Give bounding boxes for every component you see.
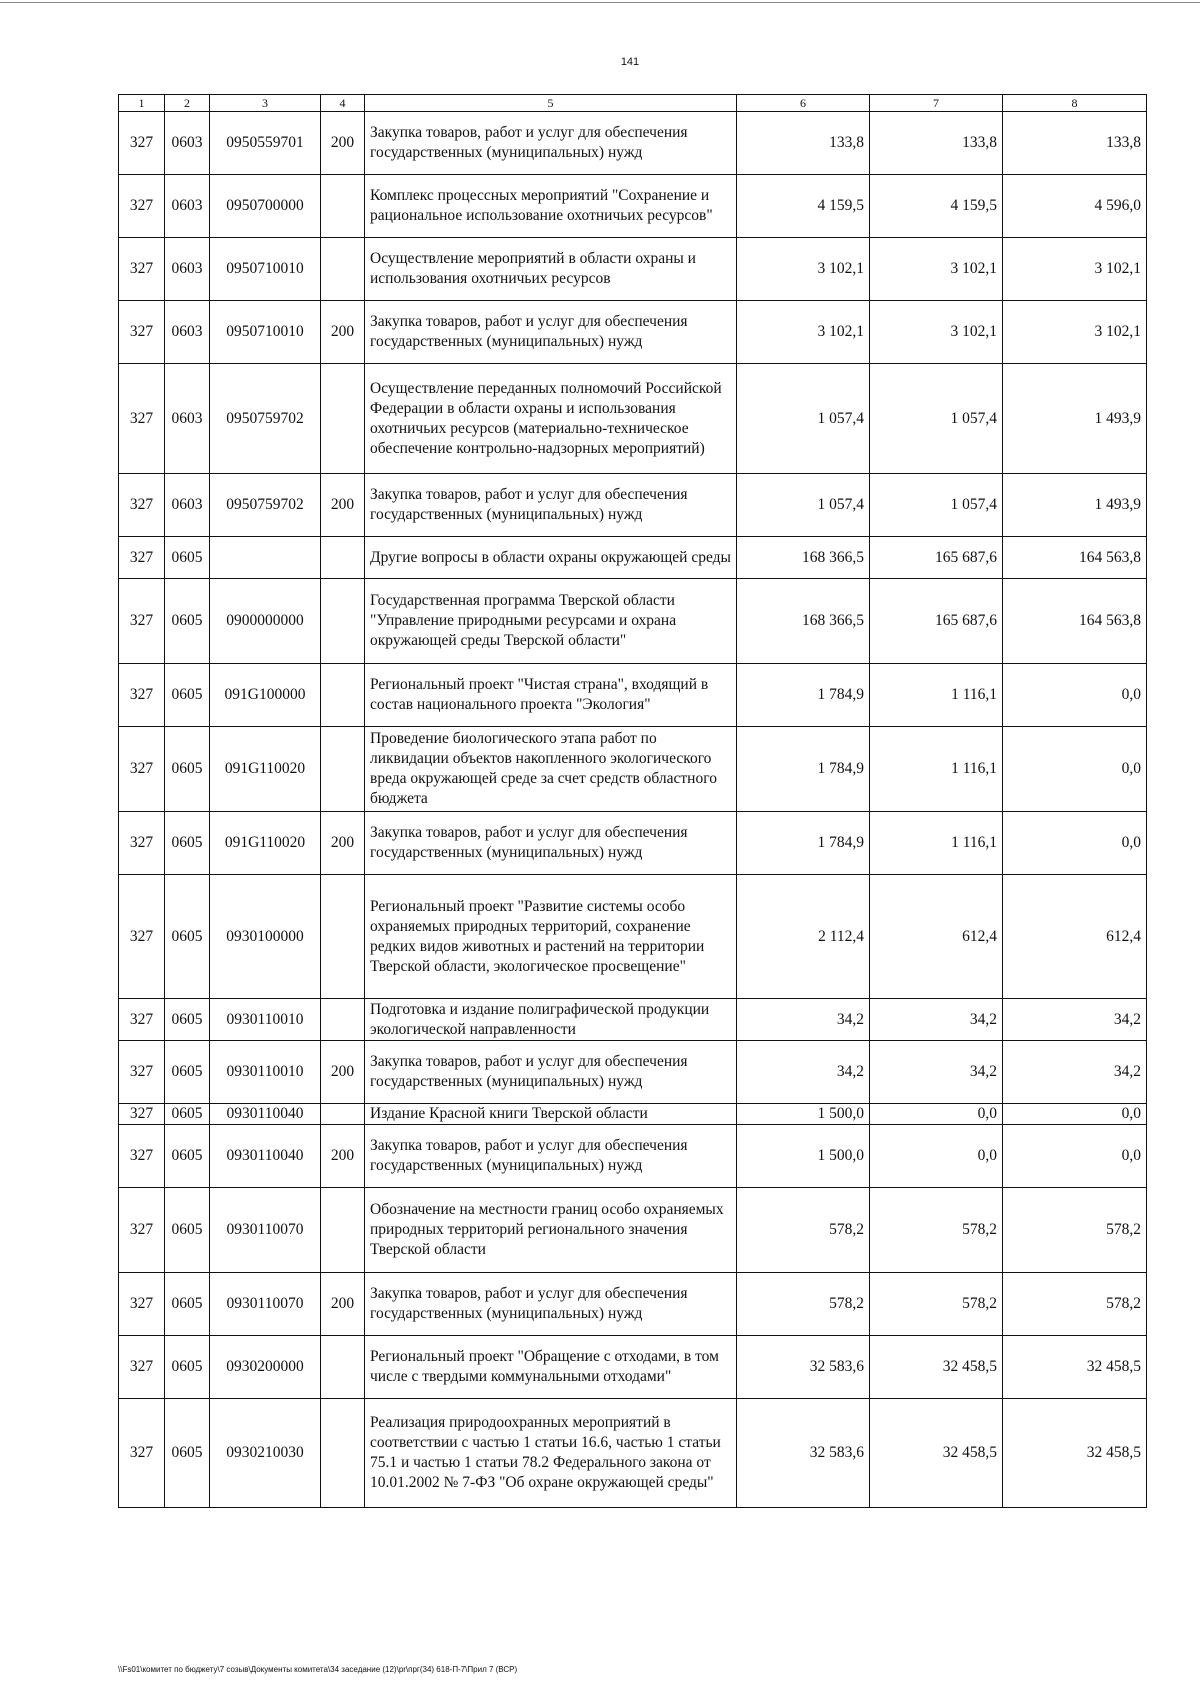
cell-kvsr: 327 (119, 537, 165, 579)
cell-description: Закупка товаров, работ и услуг для обеспечения государственных (муниципальных) нужд (365, 812, 737, 875)
table-row (119, 1399, 1147, 1508)
cell-target-article: 0930110040 (210, 1104, 321, 1125)
cell-kvsr: 327 (119, 727, 165, 812)
cell-kvsr: 327 (119, 579, 165, 664)
cell-target-article: 0950700000 (210, 175, 321, 238)
cell-expense-type (321, 537, 365, 579)
cell-kvsr: 327 (119, 112, 165, 175)
cell-description: Государственная программа Тверской области "Управление природными ресурсами и охрана окружающей среды Тверской области" (365, 579, 737, 664)
col-header-6: 6 (737, 95, 870, 112)
col-header-7: 7 (870, 95, 1003, 112)
cell-amount-year2: 0,0 (870, 1125, 1003, 1188)
cell-target-article: 0900000000 (210, 579, 321, 664)
cell-amount-year3: 3 102,1 (1003, 301, 1147, 364)
cell-section: 0605 (165, 875, 210, 999)
cell-amount-year1: 1 784,9 (737, 727, 870, 812)
cell-amount-year3: 3 102,1 (1003, 238, 1147, 301)
cell-amount-year2: 3 102,1 (870, 238, 1003, 301)
cell-expense-type: 200 (321, 112, 365, 175)
header-row (119, 95, 1147, 112)
cell-target-article: 0950759702 (210, 364, 321, 474)
cell-description: Региональный проект "Развитие системы особо охраняемых природных территорий, сохранение редких видов животных и растений на территории Тверской области, экологическое просвещение" (365, 875, 737, 999)
cell-amount-year3: 578,2 (1003, 1188, 1147, 1273)
cell-description: Проведение биологического этапа работ по ликвидации объектов накопленного экологического вреда окружающей среде за счет средств областного бюджета (365, 727, 737, 812)
cell-expense-type (321, 579, 365, 664)
cell-target-article: 091G110020 (210, 812, 321, 875)
cell-amount-year3: 612,4 (1003, 875, 1147, 999)
table-row (119, 301, 1147, 364)
cell-amount-year3: 133,8 (1003, 112, 1147, 175)
cell-section: 0603 (165, 474, 210, 537)
cell-amount-year1: 1 784,9 (737, 664, 870, 727)
cell-amount-year2: 1 057,4 (870, 364, 1003, 474)
cell-target-article: 0930210030 (210, 1399, 321, 1508)
cell-description: Закупка товаров, работ и услуг для обеспечения государственных (муниципальных) нужд (365, 301, 737, 364)
cell-expense-type: 200 (321, 1273, 365, 1336)
cell-section: 0605 (165, 537, 210, 579)
cell-kvsr: 327 (119, 1125, 165, 1188)
cell-amount-year3: 32 458,5 (1003, 1336, 1147, 1399)
cell-amount-year2: 32 458,5 (870, 1336, 1003, 1399)
cell-section: 0603 (165, 301, 210, 364)
cell-amount-year1: 1 057,4 (737, 364, 870, 474)
cell-amount-year2: 1 057,4 (870, 474, 1003, 537)
budget-table (118, 94, 1147, 1508)
cell-section: 0603 (165, 238, 210, 301)
cell-amount-year2: 165 687,6 (870, 537, 1003, 579)
col-header-8: 8 (1003, 95, 1147, 112)
cell-target-article: 0930110010 (210, 999, 321, 1041)
cell-target-article: 0930110070 (210, 1273, 321, 1336)
cell-section: 0605 (165, 579, 210, 664)
cell-kvsr: 327 (119, 1041, 165, 1104)
cell-kvsr: 327 (119, 301, 165, 364)
cell-amount-year3: 578,2 (1003, 1273, 1147, 1336)
cell-amount-year3: 164 563,8 (1003, 579, 1147, 664)
cell-amount-year2: 1 116,1 (870, 664, 1003, 727)
cell-target-article (210, 537, 321, 579)
cell-section: 0605 (165, 727, 210, 812)
table-row (119, 579, 1147, 664)
cell-target-article: 0950759702 (210, 474, 321, 537)
cell-amount-year3: 34,2 (1003, 1041, 1147, 1104)
cell-description: Реализация природоохранных мероприятий в соответствии с частью 1 статьи 16.6, частью 1 статьи 75.1 и частью 1 статьи 78.2 Федерального закона от 10.01.2002 № 7-ФЗ "Об охране окружающей среды" (365, 1399, 737, 1508)
cell-description: Закупка товаров, работ и услуг для обеспечения государственных (муниципальных) нужд (365, 1125, 737, 1188)
cell-kvsr: 327 (119, 1104, 165, 1125)
cell-amount-year2: 3 102,1 (870, 301, 1003, 364)
col-header-4: 4 (321, 95, 365, 112)
cell-amount-year2: 1 116,1 (870, 727, 1003, 812)
cell-amount-year3: 1 493,9 (1003, 474, 1147, 537)
cell-expense-type: 200 (321, 1125, 365, 1188)
cell-kvsr: 327 (119, 238, 165, 301)
cell-description: Закупка товаров, работ и услуг для обеспечения государственных (муниципальных) нужд (365, 1041, 737, 1104)
table-row (119, 238, 1147, 301)
page-number: 141 (620, 56, 640, 68)
cell-amount-year2: 34,2 (870, 999, 1003, 1041)
cell-amount-year1: 2 112,4 (737, 875, 870, 999)
cell-amount-year1: 1 500,0 (737, 1104, 870, 1125)
cell-kvsr: 327 (119, 364, 165, 474)
cell-description: Обозначение на местности границ особо охраняемых природных территорий регионального значения Тверской области (365, 1188, 737, 1273)
cell-amount-year2: 133,8 (870, 112, 1003, 175)
cell-amount-year1: 1 784,9 (737, 812, 870, 875)
cell-kvsr: 327 (119, 1399, 165, 1508)
cell-description: Закупка товаров, работ и услуг для обеспечения государственных (муниципальных) нужд (365, 112, 737, 175)
cell-amount-year1: 32 583,6 (737, 1336, 870, 1399)
cell-amount-year2: 0,0 (870, 1104, 1003, 1125)
cell-section: 0605 (165, 999, 210, 1041)
cell-amount-year2: 578,2 (870, 1188, 1003, 1273)
cell-amount-year1: 34,2 (737, 1041, 870, 1104)
cell-expense-type: 200 (321, 1041, 365, 1104)
cell-amount-year1: 168 366,5 (737, 579, 870, 664)
table-row (119, 999, 1147, 1041)
cell-section: 0605 (165, 664, 210, 727)
cell-amount-year2: 612,4 (870, 875, 1003, 999)
table-row (119, 875, 1147, 999)
cell-kvsr: 327 (119, 664, 165, 727)
cell-section: 0603 (165, 364, 210, 474)
cell-amount-year2: 1 116,1 (870, 812, 1003, 875)
cell-expense-type (321, 175, 365, 238)
cell-expense-type (321, 875, 365, 999)
cell-kvsr: 327 (119, 175, 165, 238)
cell-target-article: 0950710010 (210, 238, 321, 301)
cell-section: 0605 (165, 1188, 210, 1273)
cell-amount-year3: 34,2 (1003, 999, 1147, 1041)
cell-amount-year3: 4 596,0 (1003, 175, 1147, 238)
cell-amount-year2: 34,2 (870, 1041, 1003, 1104)
cell-amount-year1: 3 102,1 (737, 301, 870, 364)
cell-section: 0603 (165, 175, 210, 238)
cell-target-article: 091G110020 (210, 727, 321, 812)
table-row (119, 812, 1147, 875)
cell-amount-year3: 0,0 (1003, 727, 1147, 812)
table-row (119, 537, 1147, 579)
cell-amount-year2: 165 687,6 (870, 579, 1003, 664)
cell-expense-type (321, 1336, 365, 1399)
cell-expense-type (321, 238, 365, 301)
cell-description: Издание Красной книги Тверской области (365, 1104, 737, 1125)
cell-kvsr: 327 (119, 1336, 165, 1399)
cell-amount-year1: 34,2 (737, 999, 870, 1041)
cell-description: Закупка товаров, работ и услуг для обеспечения государственных (муниципальных) нужд (365, 1273, 737, 1336)
cell-amount-year3: 0,0 (1003, 664, 1147, 727)
cell-section: 0605 (165, 1125, 210, 1188)
cell-target-article: 0930200000 (210, 1336, 321, 1399)
cell-amount-year3: 1 493,9 (1003, 364, 1147, 474)
cell-description: Комплекс процессных мероприятий "Сохранение и рациональное использование охотничьих ресурсов" (365, 175, 737, 238)
cell-section: 0605 (165, 1273, 210, 1336)
cell-target-article: 091G100000 (210, 664, 321, 727)
cell-expense-type: 200 (321, 812, 365, 875)
table-row (119, 1188, 1147, 1273)
cell-section: 0603 (165, 112, 210, 175)
cell-target-article: 0950559701 (210, 112, 321, 175)
cell-description: Осуществление переданных полномочий Российской Федерации в области охраны и использования охотничьих ресурсов (материально-техническое обеспечение контрольно-надзорных мероприятий) (365, 364, 737, 474)
cell-kvsr: 327 (119, 999, 165, 1041)
cell-section: 0605 (165, 812, 210, 875)
cell-amount-year1: 32 583,6 (737, 1399, 870, 1508)
table-row (119, 364, 1147, 474)
cell-expense-type (321, 1399, 365, 1508)
col-header-3: 3 (210, 95, 321, 112)
cell-expense-type (321, 664, 365, 727)
cell-kvsr: 327 (119, 1188, 165, 1273)
cell-amount-year3: 0,0 (1003, 1125, 1147, 1188)
cell-amount-year1: 1 500,0 (737, 1125, 870, 1188)
cell-description: Другие вопросы в области охраны окружающей среды (365, 537, 737, 579)
cell-expense-type: 200 (321, 301, 365, 364)
cell-amount-year3: 0,0 (1003, 1104, 1147, 1125)
cell-target-article: 0950710010 (210, 301, 321, 364)
table-row (119, 664, 1147, 727)
cell-amount-year1: 578,2 (737, 1188, 870, 1273)
table-row (119, 1273, 1147, 1336)
col-header-5: 5 (365, 95, 737, 112)
cell-amount-year1: 578,2 (737, 1273, 870, 1336)
cell-description: Осуществление мероприятий в области охраны и использования охотничьих ресурсов (365, 238, 737, 301)
cell-target-article: 0930100000 (210, 875, 321, 999)
cell-amount-year1: 133,8 (737, 112, 870, 175)
cell-kvsr: 327 (119, 474, 165, 537)
cell-amount-year2: 32 458,5 (870, 1399, 1003, 1508)
cell-amount-year3: 0,0 (1003, 812, 1147, 875)
table-row (119, 112, 1147, 175)
cell-section: 0605 (165, 1041, 210, 1104)
col-header-2: 2 (165, 95, 210, 112)
cell-description: Подготовка и издание полиграфической продукции экологической направленности (365, 999, 737, 1041)
cell-expense-type (321, 364, 365, 474)
footer-file-path: \\Fs01\комитет по бюджету\7 созыв\Документы комитета\34 заседание (12)\pr\прг(34) 618-П-7\Прил 7 (ВСР) (118, 1665, 518, 1674)
cell-amount-year1: 4 159,5 (737, 175, 870, 238)
cell-amount-year2: 578,2 (870, 1273, 1003, 1336)
table-row (119, 474, 1147, 537)
cell-amount-year3: 32 458,5 (1003, 1399, 1147, 1508)
cell-expense-type (321, 1188, 365, 1273)
cell-amount-year1: 1 057,4 (737, 474, 870, 537)
cell-target-article: 0930110070 (210, 1188, 321, 1273)
cell-kvsr: 327 (119, 1273, 165, 1336)
cell-description: Закупка товаров, работ и услуг для обеспечения государственных (муниципальных) нужд (365, 474, 737, 537)
cell-section: 0605 (165, 1399, 210, 1508)
cell-description: Региональный проект "Чистая страна", входящий в состав национального проекта "Экология" (365, 664, 737, 727)
cell-expense-type: 200 (321, 474, 365, 537)
cell-amount-year2: 4 159,5 (870, 175, 1003, 238)
cell-target-article: 0930110040 (210, 1125, 321, 1188)
col-header-1: 1 (119, 95, 165, 112)
cell-expense-type (321, 1104, 365, 1125)
table-row (119, 1041, 1147, 1104)
table-row (119, 175, 1147, 238)
cell-section: 0605 (165, 1104, 210, 1125)
table-row (119, 1104, 1147, 1125)
cell-kvsr: 327 (119, 812, 165, 875)
cell-description: Региональный проект "Обращение с отходами, в том числе с твердыми коммунальными отходами" (365, 1336, 737, 1399)
cell-expense-type (321, 999, 365, 1041)
top-rule (0, 2, 1200, 3)
table-row (119, 1125, 1147, 1188)
cell-amount-year1: 3 102,1 (737, 238, 870, 301)
cell-amount-year3: 164 563,8 (1003, 537, 1147, 579)
table-row (119, 1336, 1147, 1399)
table-row (119, 727, 1147, 812)
cell-section: 0605 (165, 1336, 210, 1399)
cell-expense-type (321, 727, 365, 812)
cell-target-article: 0930110010 (210, 1041, 321, 1104)
cell-amount-year1: 168 366,5 (737, 537, 870, 579)
cell-kvsr: 327 (119, 875, 165, 999)
